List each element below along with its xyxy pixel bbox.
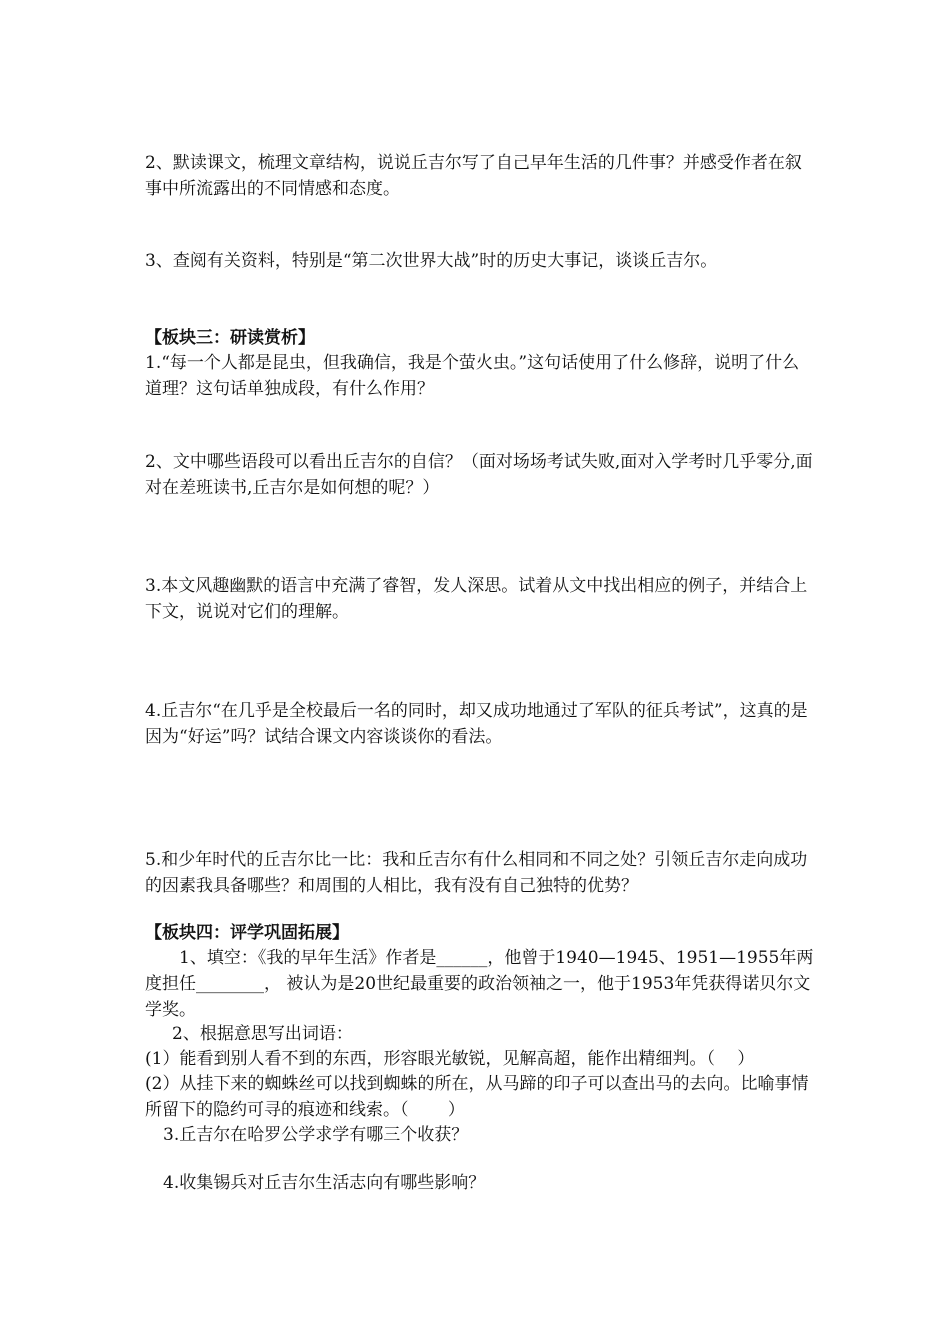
section-3-question-5: 5.和少年时代的丘吉尔比一比：我和丘吉尔有什么相同和不同之处？引领丘吉尔走向成功的因素我具备哪些？和周围的人相比，我有没有自己独特的优势？ — [145, 850, 808, 896]
section-3-question-1: 1.“每一个人都是昆虫，但我确信，我是个萤火虫。”这句话使用了什么修辞，说明了什么道理？这句话单独成段，有什么作用？ — [145, 353, 800, 399]
section-4-question-4: 4.收集锡兵对丘吉尔生活志向有哪些影响？ — [163, 1173, 486, 1193]
section-4-heading: 【板块四：评学巩固拓展】 — [145, 923, 349, 943]
section-4-question-1: 1、填空：《我的早年生活》作者是______，他曾于1940—1945、1951—1955年两度担任________， 被认为是20世纪最重要的政治领袖之一，他于1953年凭获得诺贝尔文学奖。 — [145, 948, 814, 1020]
section-4-question-3: 3.丘吉尔在哈罗公学求学有哪三个收获？ — [163, 1125, 469, 1145]
section-3-question-4: 4.丘吉尔“在几乎是全校最后一名的同时，却又成功地通过了军队的征兵考试”，这真的是因为“好运”吗？试结合课文内容谈谈你的看法。 — [145, 701, 808, 747]
question-2: 2、默读课文，梳理文章结构，说说丘吉尔写了自己早年生活的几件事？并感受作者在叙事中所流露出的不同情感和态度。 — [145, 153, 802, 199]
section-4-question-2-item-2: (2）从挂下来的蜘蛛丝可以找到蜘蛛的所在，从马蹄的印子可以查出马的去向。比喻事情所留下的隐约可寻的痕迹和线索。（ ） — [145, 1074, 809, 1120]
section-4-question-2: 2、根据意思写出词语： — [172, 1024, 353, 1044]
section-3-question-3: 3.本文风趣幽默的语言中充满了睿智，发人深思。试着从文中找出相应的例子，并结合上下文，说说对它们的理解。 — [145, 576, 808, 622]
section-4-question-2-item-1: (1）能看到别人看不到的东西，形容眼光敏锐，见解高超，能作出精细判。（ ） — [145, 1049, 755, 1069]
question-3: 3、查阅有关资料，特别是“第二次世界大战”时的历史大事记，谈谈丘吉尔。 — [145, 251, 718, 271]
section-3-question-2: 2、文中哪些语段可以看出丘吉尔的自信？（面对场场考试失败,面对入学考时几乎零分,面对在差班读书,丘吉尔是如何想的呢？） — [145, 452, 813, 498]
section-3-heading: 【板块三：研读赏析】 — [145, 328, 315, 348]
